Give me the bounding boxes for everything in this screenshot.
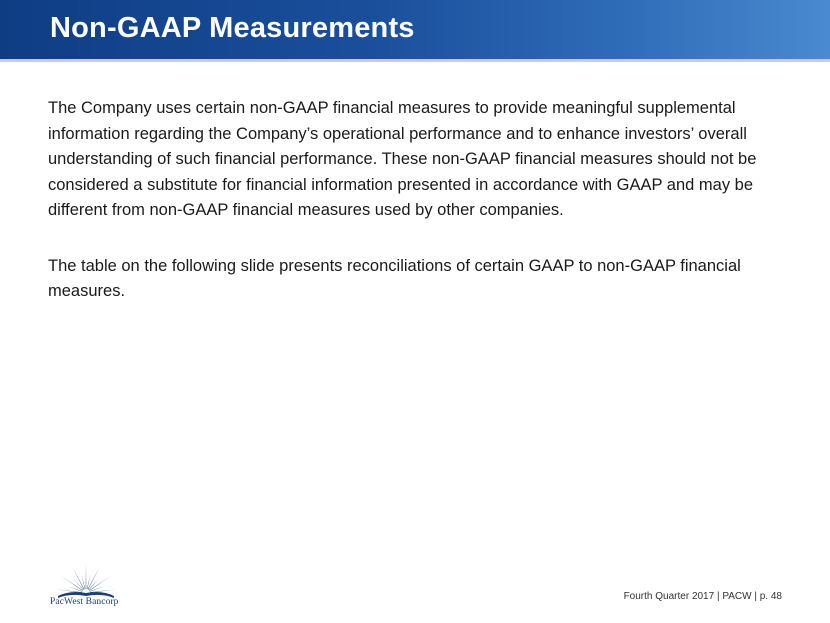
logo-ray bbox=[88, 578, 99, 590]
logo-text: PacWest Bancorp bbox=[50, 597, 119, 607]
logo-ray bbox=[87, 574, 91, 590]
paragraph-reconciliation: The table on the following slide presents reconciliations of certain GAAP to non-GAAP financial measures. bbox=[48, 256, 741, 300]
logo-ray bbox=[61, 576, 83, 591]
logo-ray bbox=[81, 574, 85, 590]
logo-ray bbox=[88, 566, 100, 589]
slide-body bbox=[48, 96, 788, 335]
slide-footer: Fourth Quarter 2017 | PACW | p. 48 bbox=[623, 591, 782, 602]
logo-ray bbox=[72, 566, 84, 589]
title-bar bbox=[0, 0, 830, 62]
paragraph-intro: The Company uses certain non-GAAP financial measures to provide meaningful supplemental information regarding the Company’s operational performance and to enhance investors’ overall understanding of such financial performance. These non-GAAP financial measures should not be considered a substitute for financial information presented in accordance with GAAP and may be different from non-GAAP financial measures used by other companies. bbox=[48, 99, 757, 219]
slide-title: Non-GAAP Measurements bbox=[50, 12, 415, 44]
logo-ray bbox=[73, 578, 84, 590]
logo-ray bbox=[89, 576, 111, 591]
